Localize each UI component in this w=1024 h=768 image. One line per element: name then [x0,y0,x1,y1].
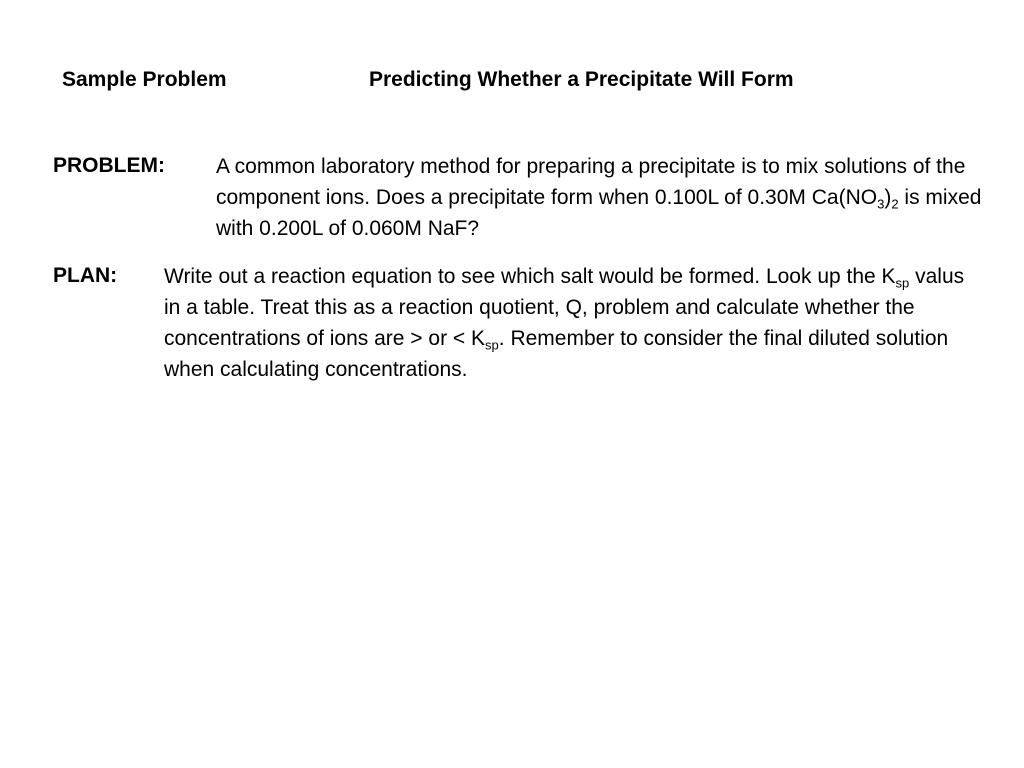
sample-problem-label: Sample Problem [62,68,227,91]
problem-text-part2: ) [884,186,892,209]
plan-subscript-2: sp [485,337,499,353]
problem-label: PROBLEM: [53,154,165,177]
problem-text-part3: is mixed with 0.200L of 0.060M NaF? [216,186,982,240]
page-title: Predicting Whether a Precipitate Will Form [369,68,794,91]
problem-text-part1: A common laboratory method for preparing a precipitate is to mix solutions of the component ions. Does a precipitate form when 0.100L of 0.30M Ca(NO [216,155,966,209]
plan-text-part2: valus in a table. Treat this as a reaction quotient, Q, problem and calculate whether the concentrations of ions are > or < K [164,265,965,350]
problem-subscript-1: 3 [877,196,885,212]
plan-subscript-1: sp [895,275,910,291]
problem-text [216,151,996,244]
plan-label: PLAN: [53,264,118,287]
plan-text [164,261,974,385]
plan-text-part3: . Remember to consider the final diluted solution when calculating concentrations. [164,327,949,381]
problem-subscript-2: 2 [891,196,899,212]
plan-text-part1: Write out a reaction equation to see which salt would be formed. Look up the K [164,265,896,288]
